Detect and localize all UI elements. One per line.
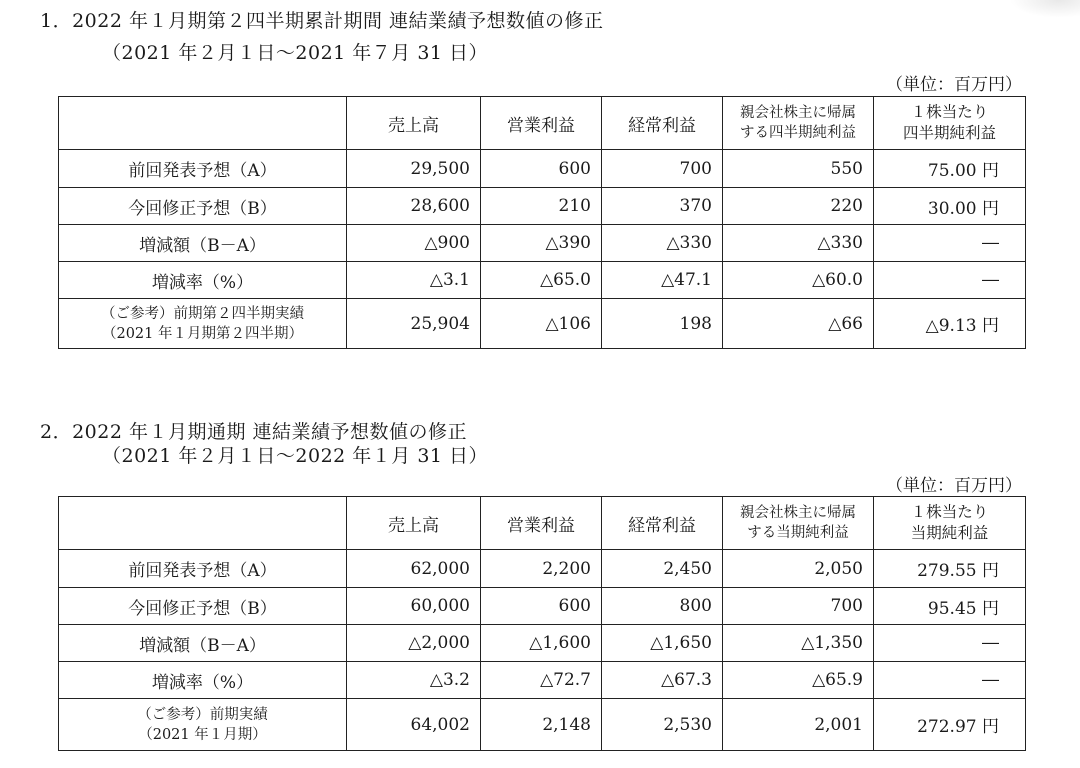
cell-eps: 279.55 円 xyxy=(874,550,1026,588)
cell-net-profit: △65.9 xyxy=(723,662,874,699)
cell-net-profit: △330 xyxy=(723,225,874,262)
cell-operating-profit: △72.7 xyxy=(481,662,602,699)
cell-sales: △3.2 xyxy=(347,662,481,699)
cell-operating-profit: 600 xyxy=(481,588,602,625)
corner-shading xyxy=(1010,0,1080,18)
cell-operating-profit: 210 xyxy=(481,188,602,225)
cell-eps: ― xyxy=(874,625,1026,662)
cell-sales: △3.1 xyxy=(347,262,481,299)
header-ordinary-profit: 経常利益 xyxy=(602,497,723,550)
cell-sales: 62,000 xyxy=(347,550,481,588)
cell-eps: ― xyxy=(874,262,1026,299)
table-row xyxy=(59,262,1026,299)
cell-ordinary-profit: 370 xyxy=(602,188,723,225)
row-label: （ご参考）前期実績 （2021 年１月期） xyxy=(59,699,347,751)
cell-ordinary-profit: △1,650 xyxy=(602,625,723,662)
cell-eps: ― xyxy=(874,225,1026,262)
table-row xyxy=(59,588,1026,625)
cell-ordinary-profit: 700 xyxy=(602,150,723,188)
section-1-title: 1．2022 年１月期第２四半期累計期間 連結業績予想数値の修正 xyxy=(40,10,604,32)
table-row xyxy=(59,225,1026,262)
row-label: （ご参考）前期第２四半期実績 （2021 年１月期第２四半期） xyxy=(59,299,347,349)
table-header-row xyxy=(59,497,1026,550)
cell-sales: 28,600 xyxy=(347,188,481,225)
cell-sales: △2,000 xyxy=(347,625,481,662)
cell-operating-profit: △1,600 xyxy=(481,625,602,662)
cell-eps: △9.13 円 xyxy=(874,299,1026,349)
cell-sales: 60,000 xyxy=(347,588,481,625)
cell-ordinary-profit: 800 xyxy=(602,588,723,625)
section-1-period: （2021 年２月１日～2021 年７月 31 日） xyxy=(102,42,489,64)
cell-net-profit: 220 xyxy=(723,188,874,225)
section-2-unit: （単位：百万円） xyxy=(886,476,1022,496)
row-label: 前回発表予想（A） xyxy=(59,550,347,588)
cell-ordinary-profit: 198 xyxy=(602,299,723,349)
cell-ordinary-profit: 2,450 xyxy=(602,550,723,588)
header-eps: １株当たり 四半期純利益 xyxy=(874,97,1026,150)
header-sales: 売上高 xyxy=(347,97,481,150)
cell-net-profit: 700 xyxy=(723,588,874,625)
cell-sales: 64,002 xyxy=(347,699,481,751)
header-net-profit: 親会社株主に帰属 する四半期純利益 xyxy=(723,97,874,150)
cell-operating-profit: 600 xyxy=(481,150,602,188)
row-label: 前回発表予想（A） xyxy=(59,150,347,188)
cell-ordinary-profit: △330 xyxy=(602,225,723,262)
cell-net-profit: △60.0 xyxy=(723,262,874,299)
cell-eps: 75.00 円 xyxy=(874,150,1026,188)
row-label: 増減額（B－A） xyxy=(59,625,347,662)
header-eps: １株当たり 当期純利益 xyxy=(874,497,1026,550)
row-label: 今回修正予想（B） xyxy=(59,588,347,625)
section-2-table xyxy=(58,496,1026,751)
header-operating-profit: 営業利益 xyxy=(481,497,602,550)
row-label: 今回修正予想（B） xyxy=(59,188,347,225)
header-ordinary-profit: 経常利益 xyxy=(602,97,723,150)
cell-net-profit: 550 xyxy=(723,150,874,188)
section-1-unit: （単位：百万円） xyxy=(886,75,1022,95)
header-sales: 売上高 xyxy=(347,497,481,550)
header-operating-profit: 営業利益 xyxy=(481,97,602,150)
table-row xyxy=(59,625,1026,662)
cell-sales: 25,904 xyxy=(347,299,481,349)
cell-eps: 272.97 円 xyxy=(874,699,1026,751)
table-row xyxy=(59,299,1026,349)
cell-operating-profit: 2,148 xyxy=(481,699,602,751)
cell-ordinary-profit: △67.3 xyxy=(602,662,723,699)
header-net-profit: 親会社株主に帰属 する当期純利益 xyxy=(723,497,874,550)
table-row xyxy=(59,550,1026,588)
cell-net-profit: △66 xyxy=(723,299,874,349)
cell-eps: ― xyxy=(874,662,1026,699)
row-label: 増減率（%） xyxy=(59,262,347,299)
section-2-title: 2．2022 年１月期通期 連結業績予想数値の修正 xyxy=(40,421,468,443)
cell-ordinary-profit: △47.1 xyxy=(602,262,723,299)
cell-eps: 30.00 円 xyxy=(874,188,1026,225)
cell-ordinary-profit: 2,530 xyxy=(602,699,723,751)
cell-sales: △900 xyxy=(347,225,481,262)
cell-operating-profit: △106 xyxy=(481,299,602,349)
table-row xyxy=(59,662,1026,699)
section-1-table xyxy=(58,96,1026,349)
cell-sales: 29,500 xyxy=(347,150,481,188)
cell-net-profit: △1,350 xyxy=(723,625,874,662)
header-corner xyxy=(59,497,347,550)
section-2-period: （2021 年２月１日～2022 年１月 31 日） xyxy=(102,445,489,467)
table-row xyxy=(59,188,1026,225)
row-label: 増減額（B－A） xyxy=(59,225,347,262)
table-row xyxy=(59,150,1026,188)
cell-eps: 95.45 円 xyxy=(874,588,1026,625)
table-row xyxy=(59,699,1026,751)
cell-operating-profit: △390 xyxy=(481,225,602,262)
cell-net-profit: 2,001 xyxy=(723,699,874,751)
cell-net-profit: 2,050 xyxy=(723,550,874,588)
cell-operating-profit: △65.0 xyxy=(481,262,602,299)
table-header-row xyxy=(59,97,1026,150)
row-label: 増減率（%） xyxy=(59,662,347,699)
header-corner xyxy=(59,97,347,150)
cell-operating-profit: 2,200 xyxy=(481,550,602,588)
